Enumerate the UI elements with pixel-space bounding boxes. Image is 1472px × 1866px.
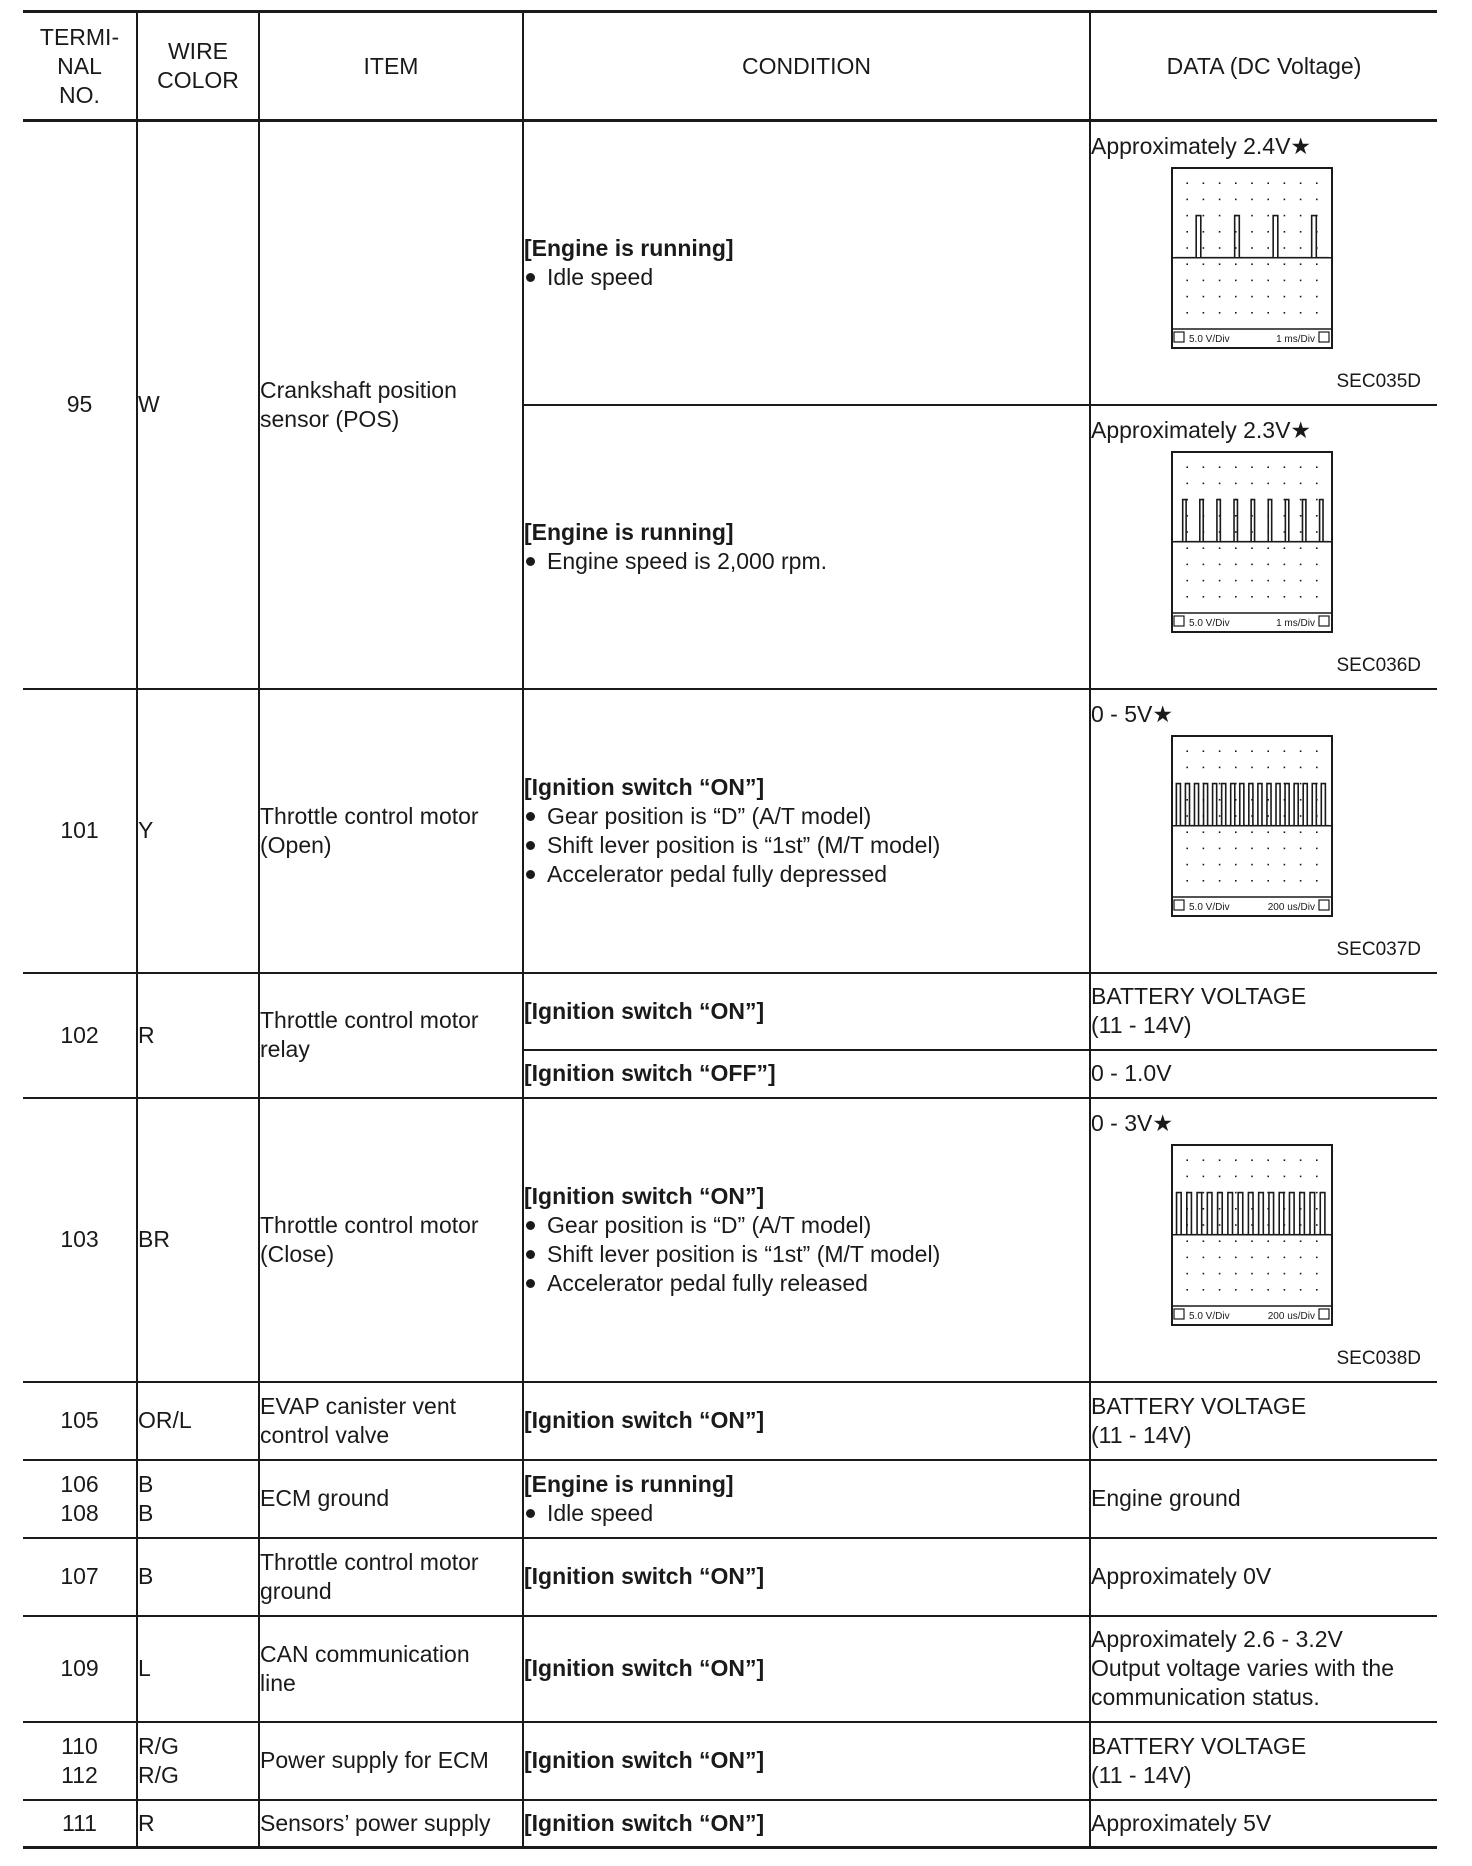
scope-time-div: 200 us/Div [1267,901,1315,913]
wire-color: R [137,973,259,1098]
voltage-value: 0 - 3V★ [1091,1109,1173,1136]
bullet-icon [526,812,535,821]
condition-cell [523,973,1090,1050]
table-row-105 [23,1382,1437,1460]
header-data: DATA (DC Voltage) [1090,12,1437,121]
figure-code: SEC035D [1336,370,1421,392]
bullet-icon [526,841,535,850]
condition-cell [523,689,1090,973]
table-row-103 [23,1098,1437,1382]
scope-time-div: 1 ms/Div [1276,334,1315,345]
wire-color: R [137,1800,259,1848]
item-cell: ECM ground [259,1460,523,1538]
table-row-111 [23,1800,1437,1848]
terminal-no: 103 [23,1098,137,1382]
condition-heading: [Ignition switch “ON”] [524,1563,765,1589]
wire-color: Y [137,689,259,973]
bullet-icon [526,870,535,879]
wire-color: W [137,121,259,689]
condition-cell [523,1382,1090,1460]
data-cell: Approximately 0V [1090,1538,1437,1616]
header-row [23,12,1437,121]
condition-bullet: Gear position is “D” (A/T model) [524,1211,1089,1240]
condition-bullet: Engine speed is 2,000 rpm. [524,547,1089,576]
condition-heading: [Ignition switch “ON”] [524,997,765,1024]
condition-bullet: Idle speed [524,263,1089,292]
scope-volt-div: 5.0 V/Div [1189,334,1230,345]
terminal-no: 106 108 [23,1460,137,1538]
header-wire-color: WIRE COLOR [137,12,259,121]
table-row-95 [23,121,1437,405]
figure-code: SEC036D [1336,654,1421,676]
terminal-no: 95 [23,121,137,689]
data-cell [1090,405,1437,689]
condition-bullet: Idle speed [524,1499,1089,1528]
header-condition: CONDITION [523,12,1090,121]
data-cell [1090,121,1437,405]
oscilloscope-waveform [1171,451,1333,633]
figure-code: SEC038D [1336,1347,1421,1369]
bullet-icon [526,1221,535,1230]
terminal-no: 107 [23,1538,137,1616]
item-cell: Power supply for ECM [259,1722,523,1800]
bullet-icon [526,1279,535,1288]
table-row-110-112 [23,1722,1437,1800]
condition-cell [523,1050,1090,1098]
item-cell: Throttle control motor ground [259,1538,523,1616]
item-cell: Crankshaft position sensor (POS) [259,121,523,689]
terminal-no: 110 112 [23,1722,137,1800]
wire-color: L [137,1616,259,1722]
data-cell: Engine ground [1090,1460,1437,1538]
condition-bullet: Accelerator pedal fully released [524,1269,1089,1298]
item-cell: Throttle control motor (Close) [259,1098,523,1382]
condition-cell [523,405,1090,689]
data-cell [1090,689,1437,973]
terminal-no: 111 [23,1800,137,1848]
oscilloscope-waveform [1171,167,1333,349]
wire-color: OR/L [137,1382,259,1460]
terminal-no: 102 [23,973,137,1098]
item-cell: Sensors’ power supply [259,1800,523,1848]
data-cell: BATTERY VOLTAGE (11 - 14V) [1090,1382,1437,1460]
bullet-icon [526,1509,535,1518]
oscilloscope-waveform [1171,1144,1333,1326]
header-terminal-no: TERMI- NAL NO. [23,12,137,121]
oscilloscope-waveform [1171,735,1333,917]
data-cell: BATTERY VOLTAGE (11 - 14V) [1090,973,1437,1050]
condition-cell [523,1460,1090,1538]
condition-cell [523,1722,1090,1800]
scope-time-div: 200 us/Div [1267,1310,1315,1322]
figure-code: SEC037D [1336,938,1421,960]
item-cell: Throttle control motor relay [259,973,523,1098]
condition-heading: [Engine is running] [524,518,734,545]
condition-bullet: Accelerator pedal fully depressed [524,860,1089,889]
condition-heading: [Engine is running] [524,1470,734,1497]
wire-color: B [137,1538,259,1616]
scope-volt-div: 5.0 V/Div [1189,901,1230,913]
voltage-value: Approximately 2.4V★ [1091,133,1312,159]
item-cell: EVAP canister vent control valve [259,1382,523,1460]
bullet-icon [526,557,535,566]
condition-bullet: Shift lever position is “1st” (M/T model) [524,1240,1089,1269]
data-cell: Approximately 2.6 - 3.2V Output voltage varies with the communication status. [1090,1616,1437,1722]
data-cell [1090,1098,1437,1382]
condition-cell [523,1098,1090,1382]
item-cell: Throttle control motor (Open) [259,689,523,973]
condition-heading: [Ignition switch “ON”] [524,773,765,800]
scope-volt-div: 5.0 V/Div [1189,1310,1230,1322]
condition-heading: [Engine is running] [524,234,734,261]
condition-heading: [Ignition switch “ON”] [524,1182,765,1209]
bullet-icon [526,1250,535,1259]
table-row-106-108 [23,1460,1437,1538]
terminal-no: 105 [23,1382,137,1460]
voltage-value: Approximately 2.3V★ [1091,416,1312,443]
condition-heading: [Ignition switch “ON”] [524,1407,765,1433]
table-row-102 [23,973,1437,1050]
wire-color: BR [137,1098,259,1382]
data-cell: Approximately 5V [1090,1800,1437,1848]
scope-volt-div: 5.0 V/Div [1189,617,1230,629]
condition-heading: [Ignition switch “OFF”] [524,1060,776,1086]
condition-heading: [Ignition switch “ON”] [524,1655,765,1681]
scope-time-div: 1 ms/Div [1276,617,1315,629]
wire-color: R/G R/G [137,1722,259,1800]
wire-color: B B [137,1460,259,1538]
data-cell: BATTERY VOLTAGE (11 - 14V) [1090,1722,1437,1800]
condition-heading: [Ignition switch “ON”] [524,1747,765,1773]
header-item: ITEM [259,12,523,121]
voltage-value: 0 - 5V★ [1091,700,1173,727]
condition-bullet: Shift lever position is “1st” (M/T model) [524,831,1089,860]
condition-cell [523,1538,1090,1616]
table-row-101 [23,689,1437,973]
condition-cell [523,1616,1090,1722]
data-cell: 0 - 1.0V [1090,1050,1437,1098]
terminal-no: 109 [23,1616,137,1722]
table-row-107 [23,1538,1437,1616]
condition-bullet: Gear position is “D” (A/T model) [524,802,1089,831]
terminal-no: 101 [23,689,137,973]
bullet-icon [526,273,535,282]
condition-cell [523,121,1090,405]
table-row-109 [23,1616,1437,1722]
condition-heading: [Ignition switch “ON”] [524,1809,765,1836]
terminal-data-table [23,10,1437,1849]
item-cell: CAN communication line [259,1616,523,1722]
condition-cell [523,1800,1090,1848]
